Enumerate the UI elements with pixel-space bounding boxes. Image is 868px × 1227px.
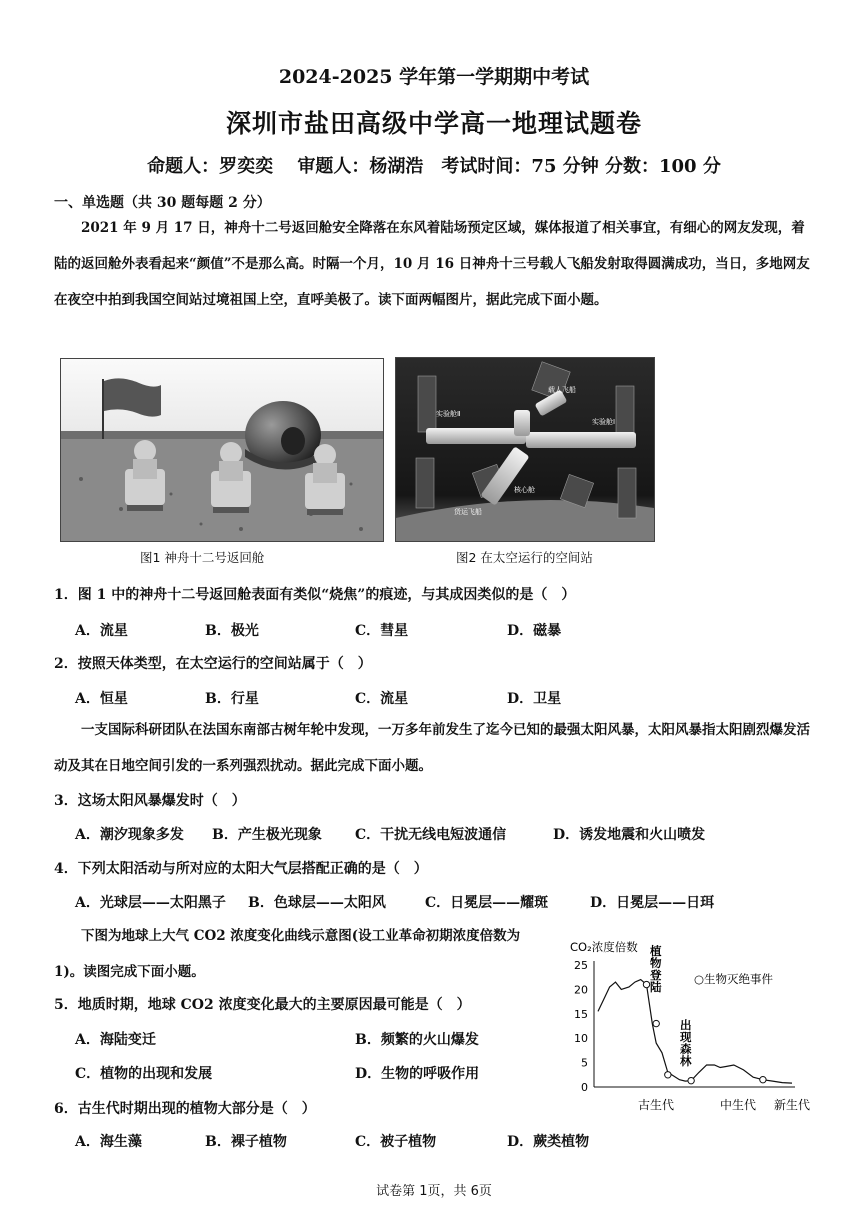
figure-1-caption: 图1 神舟十二号返回舱 — [140, 550, 265, 565]
q4-option-a[interactable]: A．光球层——太阳黑子 — [75, 895, 226, 911]
q3-option-a[interactable]: A．潮汐现象多发 — [75, 827, 184, 843]
q3-option-d[interactable]: D．诱发地震和火山喷发 — [553, 827, 706, 843]
ytick-label: 0 — [581, 1081, 588, 1094]
page-footer: 试卷第 1页，共 6页 — [376, 1184, 492, 1199]
question-4-stem: 4．下列太阳活动与所对应的太阳大气层搭配正确的是（ ） — [54, 861, 428, 877]
ytick-label: 5 — [581, 1056, 588, 1070]
question-3-stem: 3．这场太阳风暴爆发时（ ） — [54, 793, 246, 809]
label-cargo-ship: 货运飞船 — [454, 508, 482, 516]
annotation-forests: 出现森林 — [680, 1018, 692, 1068]
q5-option-d[interactable]: D．生物的呼吸作用 — [355, 1066, 480, 1082]
passage-3: 下图为地球上大气 CO2 浓度变化曲线示意图(设工业革命初期浓度倍数为 1)。读图完成下面小题。 — [54, 928, 521, 980]
question-6-stem: 6．古生代时期出现的植物大部分是（ ） — [54, 1101, 316, 1117]
label-lab-1: 实验舱Ⅰ — [592, 418, 616, 426]
xtick-paleozoic: 古生代 — [638, 1098, 675, 1112]
q6-option-d[interactable]: D．蕨类植物 — [507, 1134, 590, 1150]
co2-chart — [560, 935, 820, 1115]
q5-option-a[interactable]: A．海陆变迁 — [75, 1032, 156, 1048]
q2-option-d[interactable]: D．卫星 — [507, 691, 562, 707]
q4-option-c[interactable]: C．日冕层——耀斑 — [425, 895, 549, 911]
extinction-event-marker — [643, 981, 649, 987]
extinction-event-marker — [688, 1077, 694, 1083]
q4-option-d[interactable]: D．日冕层——日珥 — [590, 895, 715, 911]
xtick-cenozoic: 新生代 — [774, 1098, 811, 1112]
q1-option-c[interactable]: C．彗星 — [355, 623, 409, 639]
label-lab-2: 实验舱Ⅱ — [436, 410, 461, 418]
q2-option-b[interactable]: B．行星 — [205, 691, 259, 707]
q6-option-a[interactable]: A．海生藻 — [75, 1134, 142, 1150]
extinction-event-marker — [760, 1076, 766, 1082]
chart-legend: ○生物灭绝事件 — [694, 972, 774, 986]
ytick-label: 25 — [574, 959, 588, 972]
q5-option-b[interactable]: B．频繁的火山爆发 — [355, 1032, 479, 1048]
q3-option-b[interactable]: B．产生极光现象 — [212, 827, 322, 843]
extinction-event-marker — [653, 1020, 659, 1026]
q6-option-b[interactable]: B．裸子植物 — [205, 1134, 287, 1150]
q2-option-c[interactable]: C．流星 — [355, 691, 409, 707]
label-crew-ship: 载人飞船 — [548, 386, 576, 394]
figure-2-caption: 图2 在太空运行的空间站 — [456, 550, 593, 565]
question-1-stem: 1．图 1 中的神舟十二号返回舱表面有类似“烧焦”的痕迹，与其成因类似的是（ ） — [54, 587, 576, 603]
q4-option-b[interactable]: B．色球层——太阳风 — [248, 895, 386, 911]
figure-1-photo — [60, 358, 384, 542]
exam-meta: 命题人：罗奕奕 审题人：杨湖浩 考试时间：75 分钟 分数：100 分 — [147, 156, 721, 177]
q3-option-c[interactable]: C．干扰无线电短波通信 — [355, 827, 507, 843]
exam-title: 深圳市盐田高级中学高一地理试题卷 — [225, 109, 642, 138]
q1-option-d[interactable]: D．磁暴 — [507, 623, 562, 639]
exam-term: 2024-2025 学年第一学期期中考试 — [278, 66, 590, 88]
q6-option-c[interactable]: C．被子植物 — [355, 1134, 437, 1150]
annotation-plants-land: 植物登陆 — [650, 944, 662, 994]
q5-option-c[interactable]: C．植物的出现和发展 — [75, 1066, 213, 1082]
passage-2: 一支国际科研团队在法国东南部古树年轮中发现，一万多年前发生了迄今已知的最强太阳风暴，太阳风暴指太阳剧烈爆发活动及其在日地空间引发的一系列强烈扰动。据此完成下面小题。 — [54, 722, 810, 774]
passage-1: 2021 年 9 月 17 日，神舟十二号返回舱安全降落在东风着陆场预定区域，媒体报道了相关事宜，有细心的网友发现，着陆的返回舱外表看起来“颜值”不是那么高。时隔一个月，10 月 16 日神舟十三号载人飞船发射取得圆满成功，当日，多地网友在夜空中拍到我国空间站过境祖国上空，直呼美极了。读下面两幅图片，据此完成下面小题。 — [54, 220, 810, 308]
question-2-stem: 2．按照天体类型，在太空运行的空间站属于（ ） — [54, 656, 372, 672]
q1-option-a[interactable]: A．流星 — [75, 623, 128, 639]
ytick-label: 15 — [574, 1007, 588, 1021]
chart-ylabel: CO₂浓度倍数 — [570, 940, 638, 954]
ytick-label: 20 — [574, 983, 588, 997]
co2-series-line — [598, 980, 792, 1084]
figure-2-photo — [395, 357, 655, 542]
xtick-mesozoic: 中生代 — [720, 1098, 757, 1112]
section-heading: 一、单选题（共 30 题每题 2 分） — [54, 195, 271, 211]
ytick-label: 10 — [574, 1032, 588, 1046]
question-5-stem: 5．地质时期，地球 CO2 浓度变化最大的主要原因最可能是（ ） — [54, 997, 471, 1013]
q1-option-b[interactable]: B．极光 — [205, 623, 259, 639]
label-core-module: 核心舱 — [514, 486, 535, 494]
extinction-event-marker — [665, 1072, 671, 1078]
q2-option-a[interactable]: A．恒星 — [75, 691, 128, 707]
